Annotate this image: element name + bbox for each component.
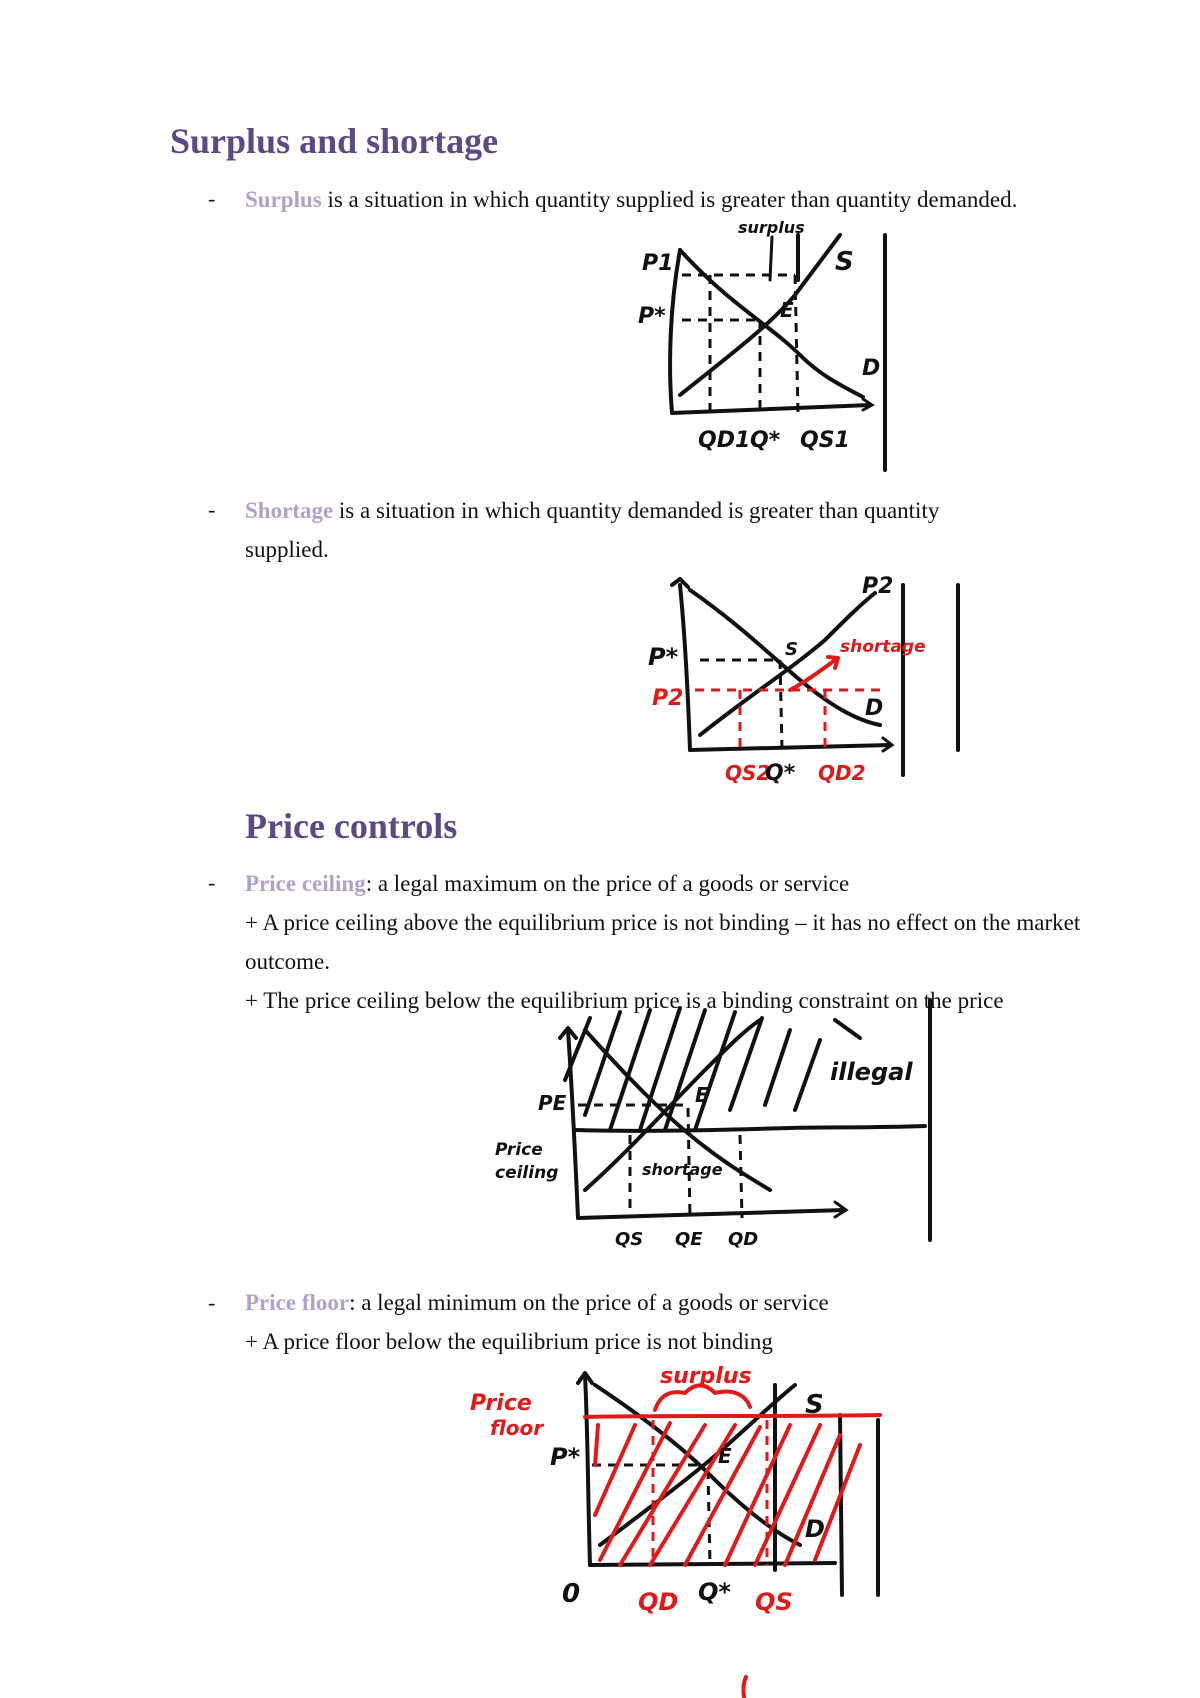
label-price-ceiling-1: Price xyxy=(495,1140,543,1160)
label-e: E xyxy=(780,298,794,322)
label-qstar: Q* xyxy=(765,761,796,786)
term-price-floor: Price floor xyxy=(245,1290,350,1315)
label-price-ceiling-2: ceiling xyxy=(495,1163,559,1183)
surplus-text: is a situation in which quantity supplied is greater than quantity demanded. xyxy=(321,187,1018,212)
surplus-definition xyxy=(245,180,1085,219)
label-qd1: QD1 xyxy=(698,428,751,453)
label-pstar: P* xyxy=(550,1443,581,1471)
label-surplus: surplus xyxy=(738,218,805,237)
label-price-floor-1: Price xyxy=(470,1391,532,1416)
price-ceiling-sketch xyxy=(490,990,930,1255)
label-pstar: P* xyxy=(638,304,666,329)
label-pe: PE xyxy=(538,1091,567,1115)
label-d: D xyxy=(865,696,884,721)
label-qd: QD xyxy=(638,1588,679,1616)
shortage-sketch xyxy=(640,575,960,800)
label-d: D xyxy=(805,1515,825,1543)
label-qs2: QS2 xyxy=(725,761,771,785)
label-shortage: shortage xyxy=(840,637,926,657)
section-heading-surplus-shortage: Surplus and shortage xyxy=(170,121,499,161)
label-surplus: surplus xyxy=(660,1364,752,1389)
price-floor-definition xyxy=(245,1283,1095,1361)
label-qstar: Q* xyxy=(750,428,781,453)
label-d: D xyxy=(862,356,881,381)
label-qd2: QD2 xyxy=(818,761,866,785)
label-e: E xyxy=(695,1083,709,1107)
label-s: S xyxy=(805,1390,824,1420)
label-price-floor-2: floor xyxy=(490,1416,544,1440)
bullet-marker: - xyxy=(208,497,216,522)
label-qs1: QS1 xyxy=(800,428,850,453)
price-floor-sketch xyxy=(470,1365,890,1635)
label-pstar: P* xyxy=(648,643,679,671)
price-floor-note: + A price floor below the equilibrium price is not binding xyxy=(245,1329,773,1354)
term-price-ceiling: Price ceiling xyxy=(245,871,366,896)
shortage-text: is a situation in which quantity demanded is greater than quantity supplied. xyxy=(245,498,940,562)
label-illegal: illegal xyxy=(830,1058,913,1086)
stray-mark xyxy=(738,1675,758,1698)
label-qs: QS xyxy=(755,1588,793,1616)
label-qd: QD xyxy=(728,1229,759,1250)
section-heading-price-controls: Price controls xyxy=(245,806,458,846)
surplus-sketch xyxy=(620,215,890,480)
price-ceiling-note-1: + A price ceiling above the equilibrium price is not binding – it has no effect on the market outcome. xyxy=(245,910,1081,974)
label-e: S xyxy=(785,639,798,660)
term-shortage: Shortage xyxy=(245,498,334,523)
label-p2: P2 xyxy=(652,686,684,711)
bullet-marker: - xyxy=(208,870,216,895)
term-surplus: Surplus xyxy=(245,187,322,212)
label-e: E xyxy=(718,1444,732,1468)
label-qstar: Q* xyxy=(698,1578,731,1606)
label-s: S xyxy=(835,247,854,277)
price-ceiling-note-2: + The price ceiling below the equilibrium price is a binding constraint on the price xyxy=(245,988,1004,1013)
label-shortage: shortage xyxy=(642,1160,723,1179)
shortage-definition xyxy=(245,491,1025,569)
price-ceiling-text: : a legal maximum on the price of a goods or service xyxy=(365,871,850,896)
price-floor-text: : a legal minimum on the price of a goods or service xyxy=(349,1290,829,1315)
bullet-marker: - xyxy=(208,186,216,211)
bullet-marker: - xyxy=(208,1290,216,1315)
label-qs: QS xyxy=(615,1229,644,1250)
label-s: P2 xyxy=(862,574,894,599)
label-origin: 0 xyxy=(562,1579,581,1609)
label-qe: QE xyxy=(675,1229,703,1250)
label-p1: P1 xyxy=(642,251,674,276)
